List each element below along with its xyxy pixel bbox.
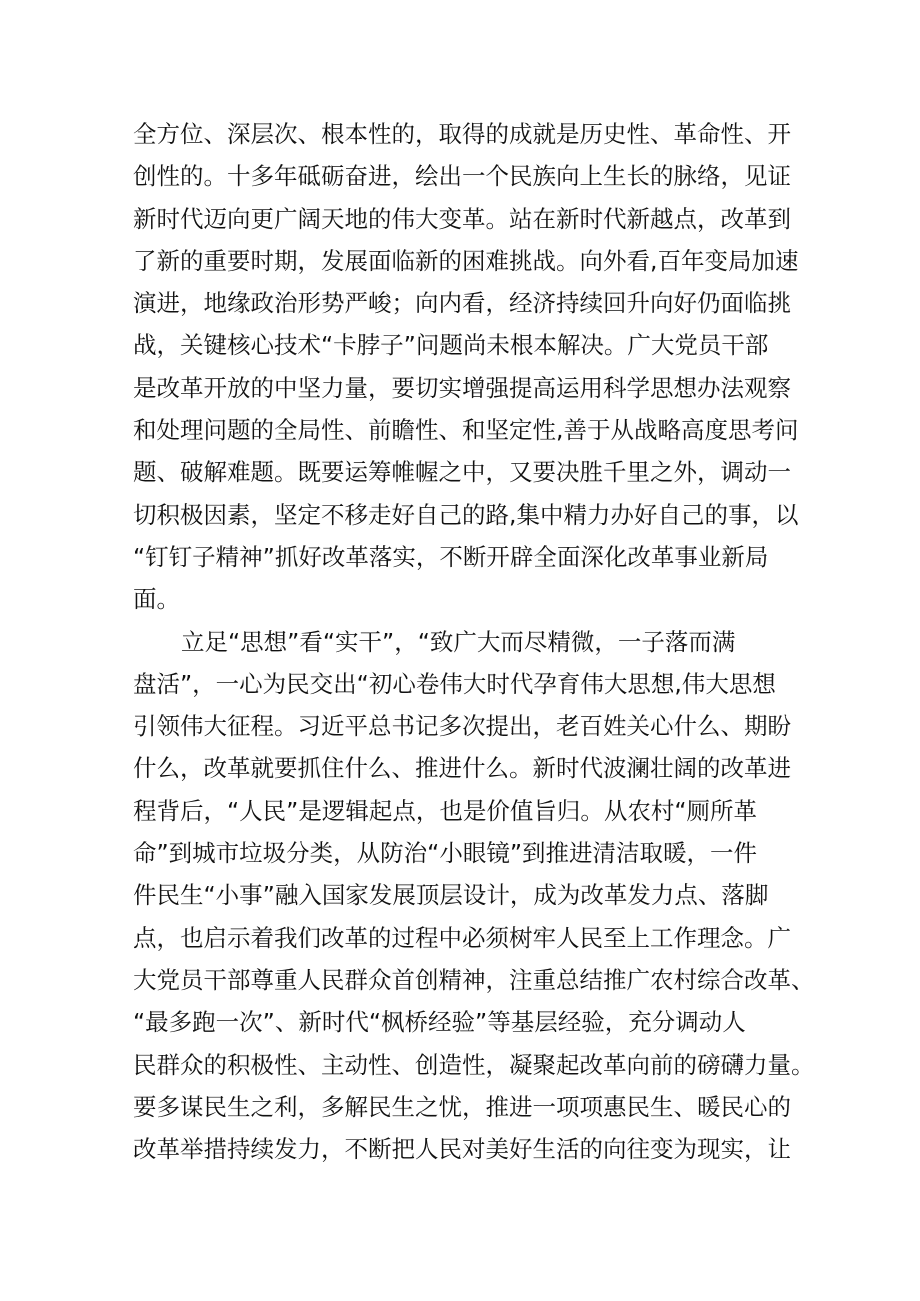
text-line: 新时代迈向更广阔天地的伟大变革。站在新时代新越点，改革到 <box>133 204 791 233</box>
text-line: 面。 <box>133 585 180 614</box>
text-line: 创性的。十多年砥砺奋进，绘出一个民族向上生长的脉络，见证 <box>133 162 791 191</box>
text-line: 盘活”，一心为民交出“初心卷伟大时代孕育伟大思想,伟大思想 <box>133 669 776 698</box>
text-line: 件民生“小事”融入国家发展顶层设计，成为改革发力点、落脚 <box>133 881 769 910</box>
text-line: “最多跑一次”、新时代“枫桥经验”等基层经验，充分调动人 <box>133 1008 746 1037</box>
text-line: 什么，改革就要抓住什么、推进什么。新时代波澜壮阔的改革进 <box>133 754 791 783</box>
text-line: 大党员干部尊重人民群众首创精神，注重总结推广农村综合改革、 <box>133 965 815 994</box>
text-line: 切积极因素，坚定不移走好自己的路,集中精力办好自己的事，以 <box>133 500 799 529</box>
text-line: 和处理问题的全局性、前瞻性、和坚定性,善于从战略高度思考问 <box>133 416 799 445</box>
text-line: 命”到城市垃圾分类，从防治“小眼镜”到推进清洁取暖，一件 <box>133 839 758 868</box>
text-line: 程背后，“人民”是逻辑起点，也是价值旨归。从农村“厕所革 <box>133 796 758 825</box>
text-line: “钉钉子精神”抓好改革落实，不断开辟全面深化改革事业新局 <box>133 542 769 571</box>
text-line: 引领伟大征程。习近平总书记多次提出，老百姓关心什么、期盼 <box>133 712 791 741</box>
text-line: 是改革开放的中坚力量，要切实增强提高运用科学思想办法观察 <box>133 373 791 402</box>
text-line: 演进，地缘政治形势严峻；向内看，经济持续回升向好仍面临挑 <box>133 289 791 318</box>
text-line: 全方位、深层次、根本性的，取得的成就是历史性、革命性、开 <box>133 120 791 148</box>
text-line: 改革举措持续发力，不断把人民对美好生活的向往变为现实，让 <box>133 1135 791 1164</box>
paragraph-start-line: 立足“思想”看“实干”，“致广大而尽精微，一子落而满 <box>181 627 736 656</box>
text-line: 了新的重要时期，发展面临新的困难挑战。向外看,百年变局加速 <box>133 246 799 275</box>
text-line: 要多谋民生之利，多解民生之忧，推进一项项惠民生、暖民心的 <box>133 1092 791 1121</box>
text-line: 民群众的积极性、主动性、创造性，凝聚起改革向前的磅礴力量。 <box>133 1050 815 1079</box>
text-line: 点，也启示着我们改革的过程中必须树牢人民至上工作理念。广 <box>133 923 791 952</box>
text-line: 战，关键核心技术“卡脖子”问题尚未根本解决。广大党员干部 <box>133 331 769 360</box>
text-line: 题、破解难题。既要运筹帷幄之中，又要决胜千里之外，调动一 <box>133 458 791 487</box>
body-text <box>133 113 815 1170</box>
